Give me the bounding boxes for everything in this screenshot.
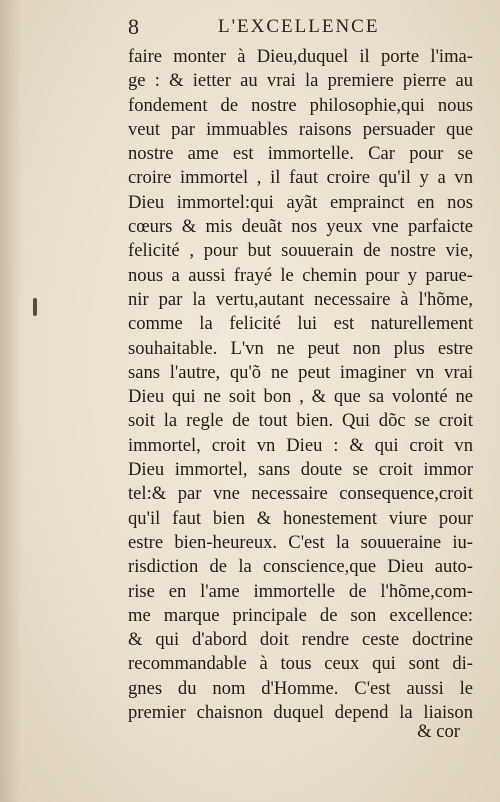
text-line: estre bien-heureux. C'est la souueraine iu- — [128, 531, 473, 553]
text-line: faire monter à Dieu,duquel il porte l'ima- — [128, 46, 473, 67]
running-head: L'EXCELLENCE — [218, 16, 380, 37]
text-line: me marque principale de son excellence: — [128, 604, 473, 626]
text-line: Dieu qui ne soit bon , & que sa volonté ne — [128, 386, 473, 408]
text-line: ge : & ietter au vrai la premiere pierre au — [128, 70, 473, 92]
text-line: felicité , pour but souuerain de nostre vie, — [128, 240, 473, 262]
text-line: Dieu immortel:qui ayãt emprainct en nos — [128, 191, 473, 213]
text-line: Dieu immortel, sans doute se croit immor — [128, 459, 473, 481]
text-line: recommandable à tous ceux qui sont di- — [128, 653, 473, 675]
text-line: immortel, croit vn Dieu : & qui croit vn — [128, 434, 473, 456]
text-line: sans l'autre, qu'õ ne peut imaginer vn vrai — [128, 361, 473, 383]
text-line: rise en l'ame immortelle de l'hõme,com- — [128, 580, 473, 602]
text-line: croire immortel , il faut croire qu'il y a vn — [128, 167, 473, 189]
text-line: & qui d'abord doit rendre ceste doctrine — [128, 629, 473, 651]
text-line: cœurs & mis deuãt nos yeux vne parfaicte — [128, 216, 473, 238]
binding-shadow — [0, 0, 22, 802]
page-number: 8 — [128, 14, 139, 39]
text-line: nostre ame est immortelle. Car pour se — [128, 143, 473, 165]
text-line: premier chaisnon duquel depend la liaison — [128, 702, 473, 724]
text-line: qu'il faut bien & honestement viure pour — [128, 507, 473, 529]
text-line: nous a aussi frayé le chemin pour y paruе- — [128, 264, 473, 286]
margin-mark — [33, 298, 37, 316]
text-line: soit la regle de tout bien. Qui dõc se croit — [128, 410, 473, 432]
text-line: fondement de nostre philosophie,qui nous — [128, 94, 473, 116]
catchword: & cor — [417, 721, 460, 742]
body-text — [128, 45, 473, 725]
text-line: souhaitable. L'vn ne peut non plus estre — [128, 337, 473, 359]
text-line: nir par la vertu,autant necessaire à l'hõme, — [128, 288, 473, 310]
text-line: tel:& par vne necessaire consequence,croit — [128, 483, 473, 505]
text-line: comme la felicité lui est naturellement — [128, 313, 473, 335]
text-line: veut par immuables raisons persuader que — [128, 118, 473, 140]
page-header — [128, 14, 468, 44]
text-line: gnes du nom d'Homme. C'est aussi le — [128, 677, 473, 699]
text-line: risdiction de la conscience,que Dieu auto- — [128, 556, 473, 578]
